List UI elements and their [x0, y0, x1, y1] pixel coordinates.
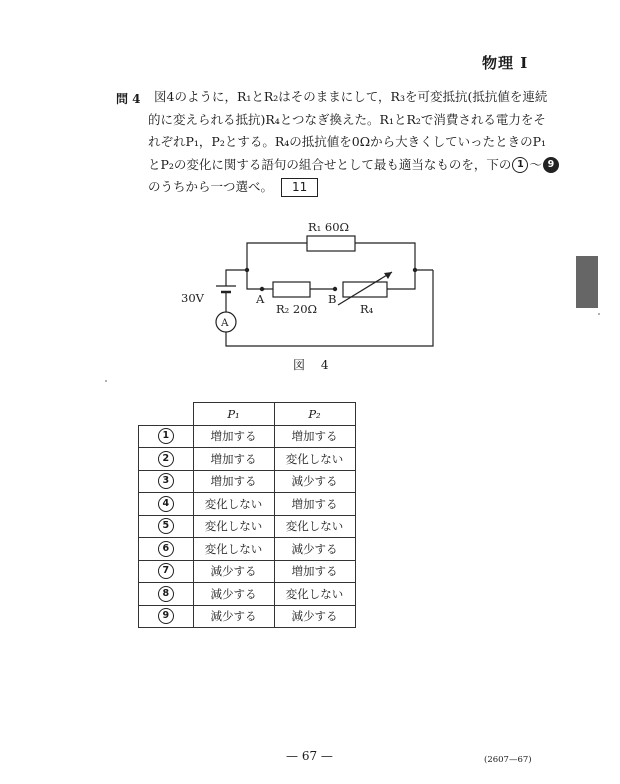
choice-number-marker[interactable]: 9 [158, 608, 174, 624]
voltage-label: 30V [181, 291, 204, 305]
choice-number-cell [139, 538, 194, 561]
r2-label: R₂ 20Ω [276, 302, 318, 316]
resistor-r2 [273, 282, 310, 297]
p1-cell: 減少する [193, 605, 274, 628]
range-separator: 〜 [529, 156, 542, 172]
range-start-marker: 1 [512, 157, 528, 173]
p2-cell: 減少する [274, 605, 355, 628]
circuit-diagram [0, 0, 620, 360]
header-p1 [193, 403, 274, 426]
choice-number-cell [139, 560, 194, 583]
node-a-label: A [256, 292, 265, 306]
choice-number-cell [139, 583, 194, 606]
table-row [139, 493, 356, 516]
question-line-3: れぞれP₁，P₂とする。R₄の抵抗値を0Ωから大きくしていったときのP₁ [148, 134, 547, 149]
choice-number-cell [139, 425, 194, 448]
question-line-1: 図4のように，R₁とR₂はそのままにして，R₃を可変抵抗(抵抗値を連続 [154, 89, 548, 104]
choice-number-marker[interactable]: 8 [158, 586, 174, 602]
choice-number-cell [139, 515, 194, 538]
p1-cell: 変化しない [193, 493, 274, 516]
p1-cell: 増加する [193, 470, 274, 493]
junction-right [413, 268, 417, 272]
node-b-label: B [328, 292, 337, 306]
r4-label: R₄ [360, 302, 374, 316]
p1-cell: 変化しない [193, 515, 274, 538]
side-index-tab [576, 256, 598, 308]
p1-cell: 増加する [193, 448, 274, 471]
header-p2 [274, 403, 355, 426]
node-a-dot [260, 287, 264, 291]
table-row [139, 515, 356, 538]
choice-number-marker[interactable]: 6 [158, 541, 174, 557]
ammeter-label: A [221, 317, 229, 329]
header-corner [139, 403, 194, 426]
battery-icon [216, 286, 236, 303]
page-number: — 67 — [286, 749, 333, 763]
p2-cell: 増加する [274, 493, 355, 516]
question-line-2: 的に変えられる抵抗)R₄とつなぎ換えた。R₁とR₂で消費される電力をそ [148, 111, 546, 127]
header-p2-text: P₂ [308, 406, 321, 421]
p1-cell: 増加する [193, 425, 274, 448]
choice-number-cell [139, 470, 194, 493]
question-line-5-text: のうちから一つ選べ。 [148, 179, 274, 194]
choice-number-marker[interactable]: 4 [158, 496, 174, 512]
choice-number-marker[interactable]: 2 [158, 451, 174, 467]
choice-number-cell [139, 493, 194, 516]
p2-cell: 変化しない [274, 515, 355, 538]
junction-left [245, 268, 249, 272]
subject-header: 物理 I [482, 54, 529, 72]
choice-number-marker[interactable]: 5 [158, 518, 174, 534]
p2-cell: 変化しない [274, 583, 355, 606]
p2-cell: 減少する [274, 470, 355, 493]
table-row [139, 425, 356, 448]
header-p1-text: P₁ [227, 406, 240, 421]
variable-resistor-r4 [343, 282, 387, 297]
table-row [139, 605, 356, 628]
table-row [139, 583, 356, 606]
choice-number-marker[interactable]: 1 [158, 428, 174, 444]
p1-cell: 減少する [193, 560, 274, 583]
node-b-dot [333, 287, 337, 291]
choice-number-marker[interactable]: 3 [158, 473, 174, 489]
choice-number-cell [139, 448, 194, 471]
question-label: 問 4 [116, 92, 141, 106]
scan-dot [105, 380, 107, 382]
p1-cell: 減少する [193, 583, 274, 606]
choice-number-marker[interactable]: 7 [158, 563, 174, 579]
p1-cell: 変化しない [193, 538, 274, 561]
answer-box[interactable]: 11 [281, 178, 318, 197]
question-line-4-text: とP₂の変化に関する語句の組合せとして最も適当なものを，下の [148, 156, 512, 172]
choice-number-cell [139, 605, 194, 628]
resistor-r1 [307, 236, 355, 251]
table-row [139, 560, 356, 583]
choices-table [138, 402, 356, 628]
p2-cell: 減少する [274, 538, 355, 561]
p2-cell: 増加する [274, 425, 355, 448]
page-code: (2607—67) [484, 755, 532, 765]
range-end-marker: 9 [543, 157, 559, 173]
p2-cell: 増加する [274, 560, 355, 583]
scan-dot [598, 313, 600, 315]
table-row [139, 538, 356, 561]
table-header-row [139, 403, 356, 426]
r1-label: R₁ 60Ω [308, 220, 350, 234]
table-row [139, 448, 356, 471]
p2-cell: 変化しない [274, 448, 355, 471]
figure-caption: 図 4 [293, 358, 335, 372]
table-row [139, 470, 356, 493]
